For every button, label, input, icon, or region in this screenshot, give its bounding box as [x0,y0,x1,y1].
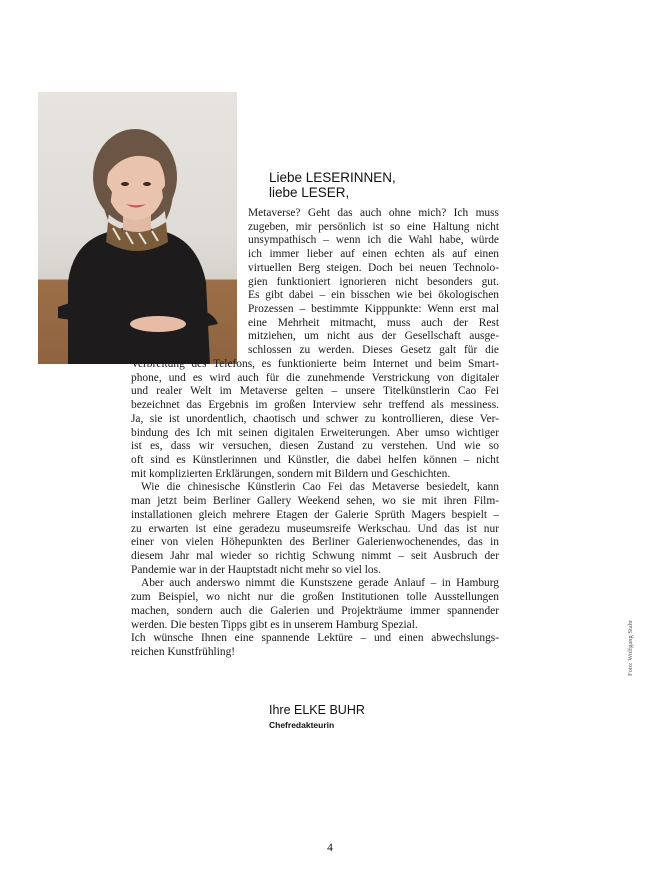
editorial-body [131,207,499,660]
greeting-heading [269,170,396,200]
body-line: und realer Welt im Metaverse gelten – unsere Titelkünstlerin Cao Fei [131,385,499,398]
body-line: phone, und es wird auch für die zunehmende Verstrickung von digitaler [131,371,499,384]
body-line: Es gibt dabei – ein bisschen wie bei ökologischen [248,289,499,302]
body-line: einer von vielen Höhepunkten des Berliner Galerienwochenendes, das in [131,536,499,549]
body-line: diesem Jahr mal wieder so richtig Schwung nimmt – seit Ausbruch der [131,549,499,562]
body-line: mitziehen, um nicht aus der Gesellschaft ausge- [248,330,499,343]
body-line: Ich wünsche Ihnen eine spannende Lektüre – und einen abwechslungs- [131,632,499,645]
greeting-line-2: liebe LESER, [269,185,350,200]
signature-role: Chefredakteurin [269,720,335,730]
body-line: schlossen zu werden. Dieses Gesetz galt für die [248,344,499,357]
photo-credit: Foto: Wolfgang Stahr [627,619,634,676]
greeting-line-1: Liebe LESERINNEN, [269,170,396,185]
body-line: Prozessen – bestimmte Kipppunkte: Wenn erst mal [248,303,499,316]
signature-name: Ihre ELKE BUHR [269,703,365,717]
body-line: Pandemie war in der Hauptstadt nicht mehr so viel los. [131,563,381,576]
page-number: 4 [327,842,333,854]
body-line: ist es, dass wir versuchen, diesen Zustand zu verstehen. Und wie so [131,440,499,453]
body-line: mit komplizierten Erklärungen, sondern mit Bildern und Geschichten. [131,467,451,480]
body-line: installationen gleich mehrere Etagen der Galerie Sprüth Magers bespielt – [131,508,499,521]
body-line: zu erwarten ist eine geradezu museumsreife Werkschau. Und das ist nur [131,522,499,535]
body-line: oft sind es Künstlerinnen und Künstler, die dabei helfen können – nicht [131,453,499,466]
body-line: eine Mehrheit mitmacht, muss auch der Rest [248,316,499,329]
body-line: Aber auch anderswo nimmt die Kunstszene gerade Anlauf – in Hamburg [141,577,499,590]
body-line: Ja, sie ist unordentlich, chaotisch und schwer zu kontrollieren, diese Ver- [131,412,499,425]
body-line: Verbreitung des Telefons, es funktionierte beim Internet und beim Smart- [131,357,499,370]
body-line: zum Beispiel, wo nicht nur die großen Institutionen tolle Ausstellungen [131,591,499,604]
body-line: unsympathisch – wenn ich die Wahl habe, würde [248,234,499,247]
body-line: gien funktioniert ignorieren nicht besonders gut. [248,275,499,288]
body-line: machen, sondern auch die Galerien und Projekträume immer spannender [131,604,499,617]
body-line: Wie die chinesische Künstlerin Cao Fei das Metaverse besiedelt, kann [141,481,499,494]
body-line: bindung des Ich mit seinen digitalen Erweiterungen. Aber umso wichtiger [131,426,499,439]
body-line: Metaverse? Geht das auch ohne mich? Ich muss [248,207,499,219]
body-line: reichen Kunstfrühling! [131,646,236,658]
body-line: werden. Die besten Tipps gibt es in unserem Hamburg Spezial. [131,618,418,631]
body-line: ich immer lieber auf einen echten als auf einen [248,248,499,261]
body-line: zugeben, mir persönlich ist so eine Haltung nicht [248,220,499,233]
body-line: virtuellen Berg steigen. Doch bei neuen Technolo- [248,261,499,274]
body-line: man jetzt beim Berliner Gallery Weekend sehen, wo sie mit ihren Film- [131,495,499,508]
body-line: bezeichnet das Ergebnis im großen Interview sehr treffend als messiness. [131,399,499,412]
